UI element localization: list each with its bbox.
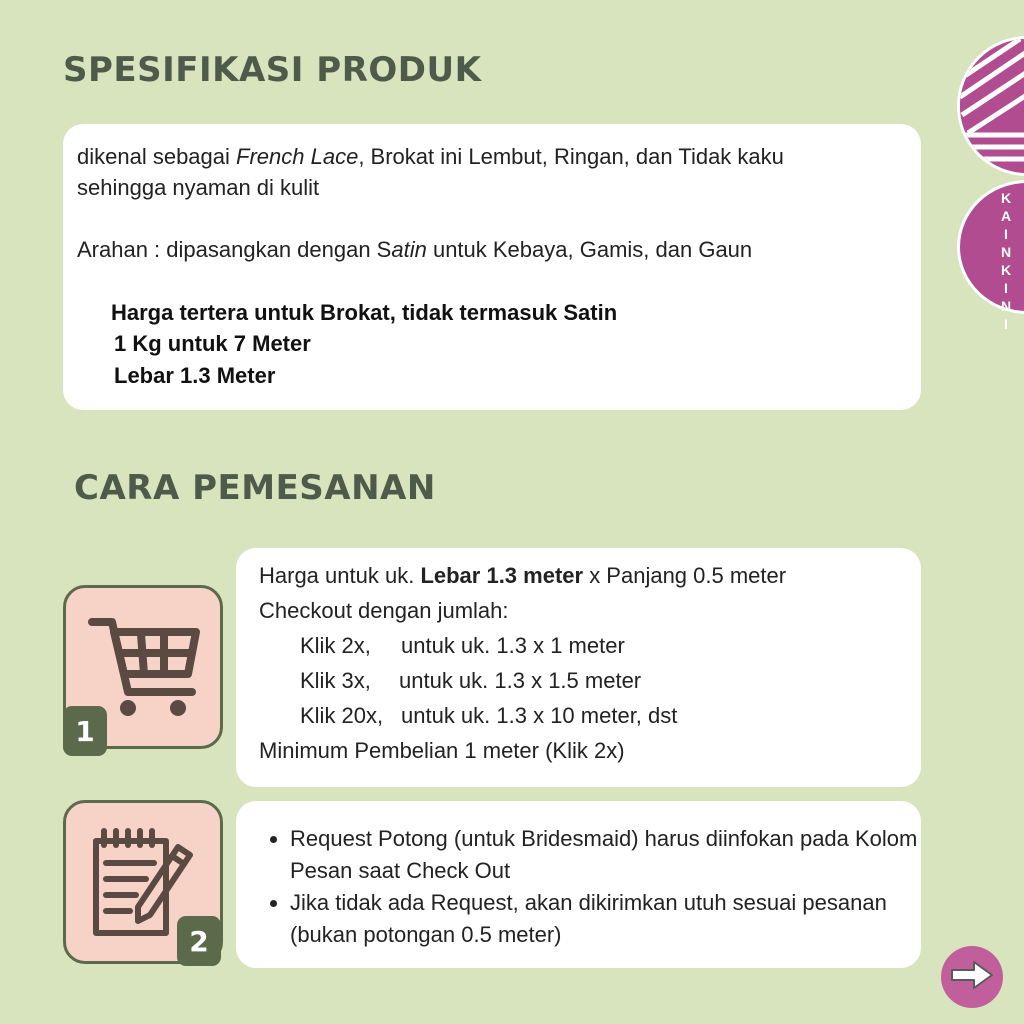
step2-card	[236, 801, 921, 968]
step2-bullet-list	[264, 823, 930, 951]
spec-line-2: sehingga nyaman di kulit	[77, 175, 320, 200]
list-item: • Request Potong (untuk Bridesmaid) harus diinfokan pada Kolom Pesan saat Check Out	[290, 823, 930, 887]
step1-row-ukuran: untuk uk. 1.3 x 10 meter, dst	[401, 703, 678, 728]
step1-row-klik: Klik 2x,	[300, 633, 371, 658]
step1-price-line: Harga untuk uk. Lebar 1.3 meter x Panjang 0.5 meter	[259, 563, 787, 588]
spec-line-3: Arahan : dipasangkan dengan Satin untuk Kebaya, Gamis, dan Gaun	[77, 237, 753, 262]
step1-row-ukuran: untuk uk. 1.3 x 1.5 meter	[399, 668, 642, 693]
order-heading: CARA PEMESANAN	[74, 468, 436, 508]
step1-row-klik: Klik 3x,	[300, 668, 371, 693]
step1-number-badge: 1	[63, 706, 107, 756]
spec-line-1: dikenal sebagai French Lace, Brokat ini Lembut, Ringan, dan Tidak kaku	[77, 144, 784, 169]
logo-text: KAINKINI	[998, 190, 1014, 334]
step1-checkout-line: Checkout dengan jumlah:	[259, 598, 509, 623]
spec-card	[63, 124, 921, 410]
spec-bold-width: Lebar 1.3 Meter	[114, 363, 276, 388]
step1-card	[236, 548, 921, 787]
step2-number-badge: 2	[177, 916, 221, 966]
step1-row-klik: Klik 20x,	[300, 703, 384, 728]
step1-row-ukuran: untuk uk. 1.3 x 1 meter	[401, 633, 625, 658]
spec-heading: SPESIFIKASI PRODUK	[63, 50, 482, 90]
next-button[interactable]	[941, 946, 1003, 1008]
logo-yarn-icon	[957, 36, 1024, 176]
step1-minimum-line: Minimum Pembelian 1 meter (Klik 2x)	[259, 738, 625, 763]
list-item: • Jika tidak ada Request, akan dikirimkan utuh sesuai pesanan (bukan potongan 0.5 meter)	[290, 887, 930, 951]
arrow-right-icon	[950, 960, 994, 995]
spec-bold-weight: 1 Kg untuk 7 Meter	[114, 331, 311, 356]
spec-bold-price: Harga tertera untuk Brokat, tidak termasuk Satin	[111, 300, 618, 325]
